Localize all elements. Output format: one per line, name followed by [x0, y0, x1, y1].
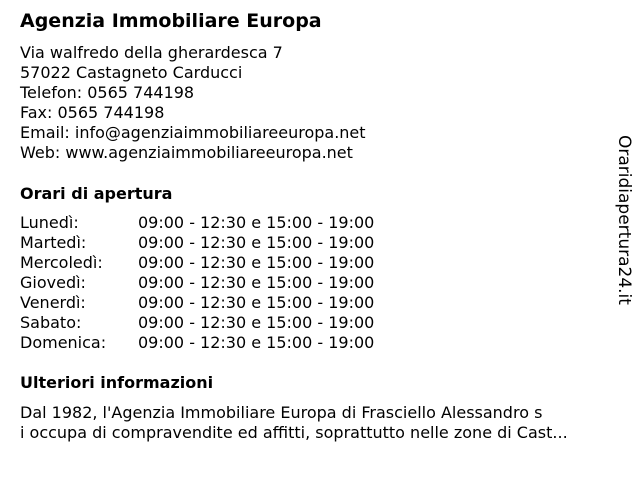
info-heading: Ulteriori informazioni: [20, 373, 214, 392]
hours-row-sunday: [20, 333, 374, 353]
day-label: Venerdì:: [20, 293, 86, 312]
time-range: 09:00 - 12:30 e 15:00 - 19:00: [138, 293, 375, 312]
day-label: Mercoledì:: [20, 253, 103, 272]
hours-heading: Orari di apertura: [20, 184, 173, 203]
agency-name: Agenzia Immobiliare Europa: [20, 10, 322, 32]
time-range: 09:00 - 12:30 e 15:00 - 19:00: [138, 313, 375, 332]
info-description: [20, 403, 620, 443]
hours-row-tuesday: [20, 233, 374, 253]
hours-row-friday: [20, 293, 374, 313]
time-range: 09:00 - 12:30 e 15:00 - 19:00: [138, 213, 375, 232]
hours-row-thursday: [20, 273, 374, 293]
contact-block: [20, 43, 366, 163]
time-range: 09:00 - 12:30 e 15:00 - 19:00: [138, 233, 375, 252]
email: Email: info@agenziaimmobiliareeuropa.net: [20, 123, 366, 142]
website: Web: www.agenziaimmobiliareeuropa.net: [20, 143, 353, 162]
phone: Telefon: 0565 744198: [20, 83, 195, 102]
address-line-1: Via walfredo della gherardesca 7: [20, 43, 283, 62]
time-range: 09:00 - 12:30 e 15:00 - 19:00: [138, 273, 375, 292]
watermark-text: Oraridiapertura24.it: [614, 135, 634, 305]
hours-row-saturday: [20, 313, 374, 333]
time-range: 09:00 - 12:30 e 15:00 - 19:00: [138, 333, 375, 352]
day-label: Giovedì:: [20, 273, 86, 292]
info-line-2: i occupa di compravendite ed affitti, soprattutto nelle zone di Cast...: [20, 423, 568, 442]
fax: Fax: 0565 744198: [20, 103, 165, 122]
hours-row-monday: [20, 213, 374, 233]
day-label: Lunedì:: [20, 213, 79, 232]
site-watermark: [610, 135, 636, 310]
day-label: Sabato:: [20, 313, 82, 332]
info-line-1: Dal 1982, l'Agenzia Immobiliare Europa di Frasciello Alessandro s: [20, 403, 543, 422]
address-line-2: 57022 Castagneto Carducci: [20, 63, 243, 82]
day-label: Martedì:: [20, 233, 87, 252]
day-label: Domenica:: [20, 333, 107, 352]
opening-hours-table: [20, 213, 374, 353]
hours-row-wednesday: [20, 253, 374, 273]
time-range: 09:00 - 12:30 e 15:00 - 19:00: [138, 253, 375, 272]
